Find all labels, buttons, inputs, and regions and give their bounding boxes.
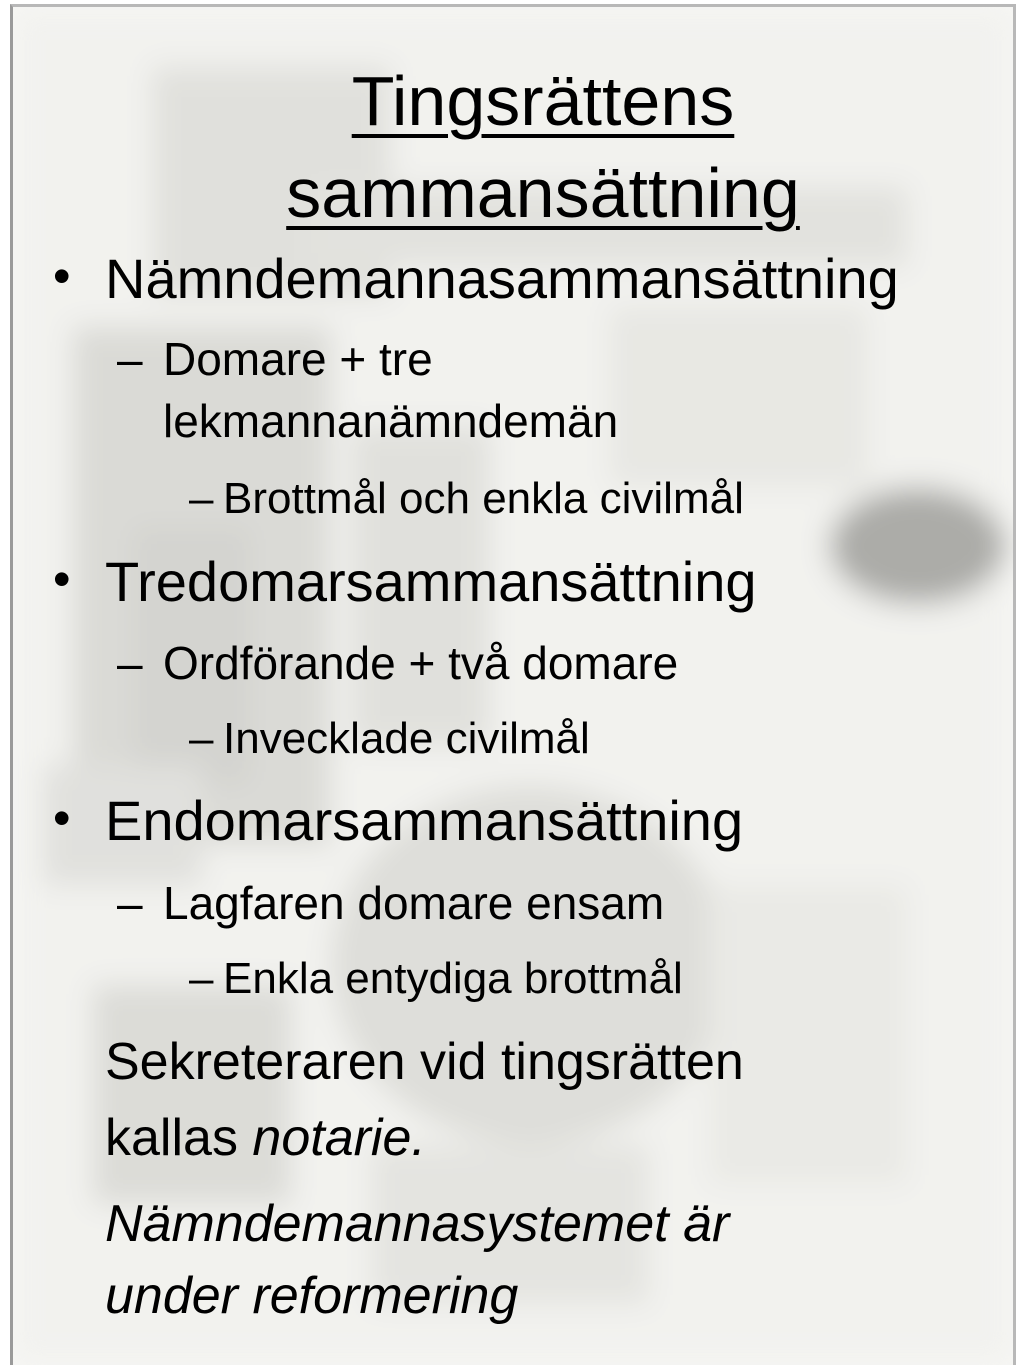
note-reform-line-1: Nämndemannasystemet är [105,1195,730,1253]
subsub-item-1: Brottmål och enkla civilmål [223,474,744,523]
bullet-marker: • [53,551,71,607]
sub-dash: – [117,637,143,689]
note-notarie-line-1: Sekreteraren vid tingsrätten [105,1033,744,1091]
bullet-item-1: Nämndemannasammansättning [105,247,899,310]
subsub-item-3: Enkla entydiga brottmål [223,954,683,1003]
title-line-1: Tingsrättens [351,62,735,140]
sub-item-3: Lagfaren domare ensam [163,877,665,929]
note-notarie-line-2 [105,1105,426,1171]
subsub-item-2: Invecklade civilmål [223,714,590,763]
slide-title [93,55,993,239]
note-reform-line-2: under reformering [105,1267,519,1325]
subsub-dash: – [189,474,214,523]
bullet-marker: • [53,248,71,304]
note-notarie-term: notarie. [252,1109,426,1167]
sub-dash: – [117,877,143,929]
slide [10,4,1016,1365]
bullet-marker: • [53,790,71,846]
title-line-2: sammansättning [286,154,800,232]
sub-dash: – [117,333,143,385]
subsub-dash: – [189,714,214,763]
sub-item-2: Ordförande + två domare [163,637,679,689]
note-notarie-prefix: kallas [105,1109,253,1167]
subsub-dash: – [189,954,214,1003]
bullet-item-3: Endomarsammansättning [105,789,744,852]
sub-item-1-line-1: Domare + tre [163,333,433,385]
sub-item-1-line-2: lekmannanämndemän [163,395,619,447]
bullet-item-2: Tredomarsammansättning [105,550,757,613]
